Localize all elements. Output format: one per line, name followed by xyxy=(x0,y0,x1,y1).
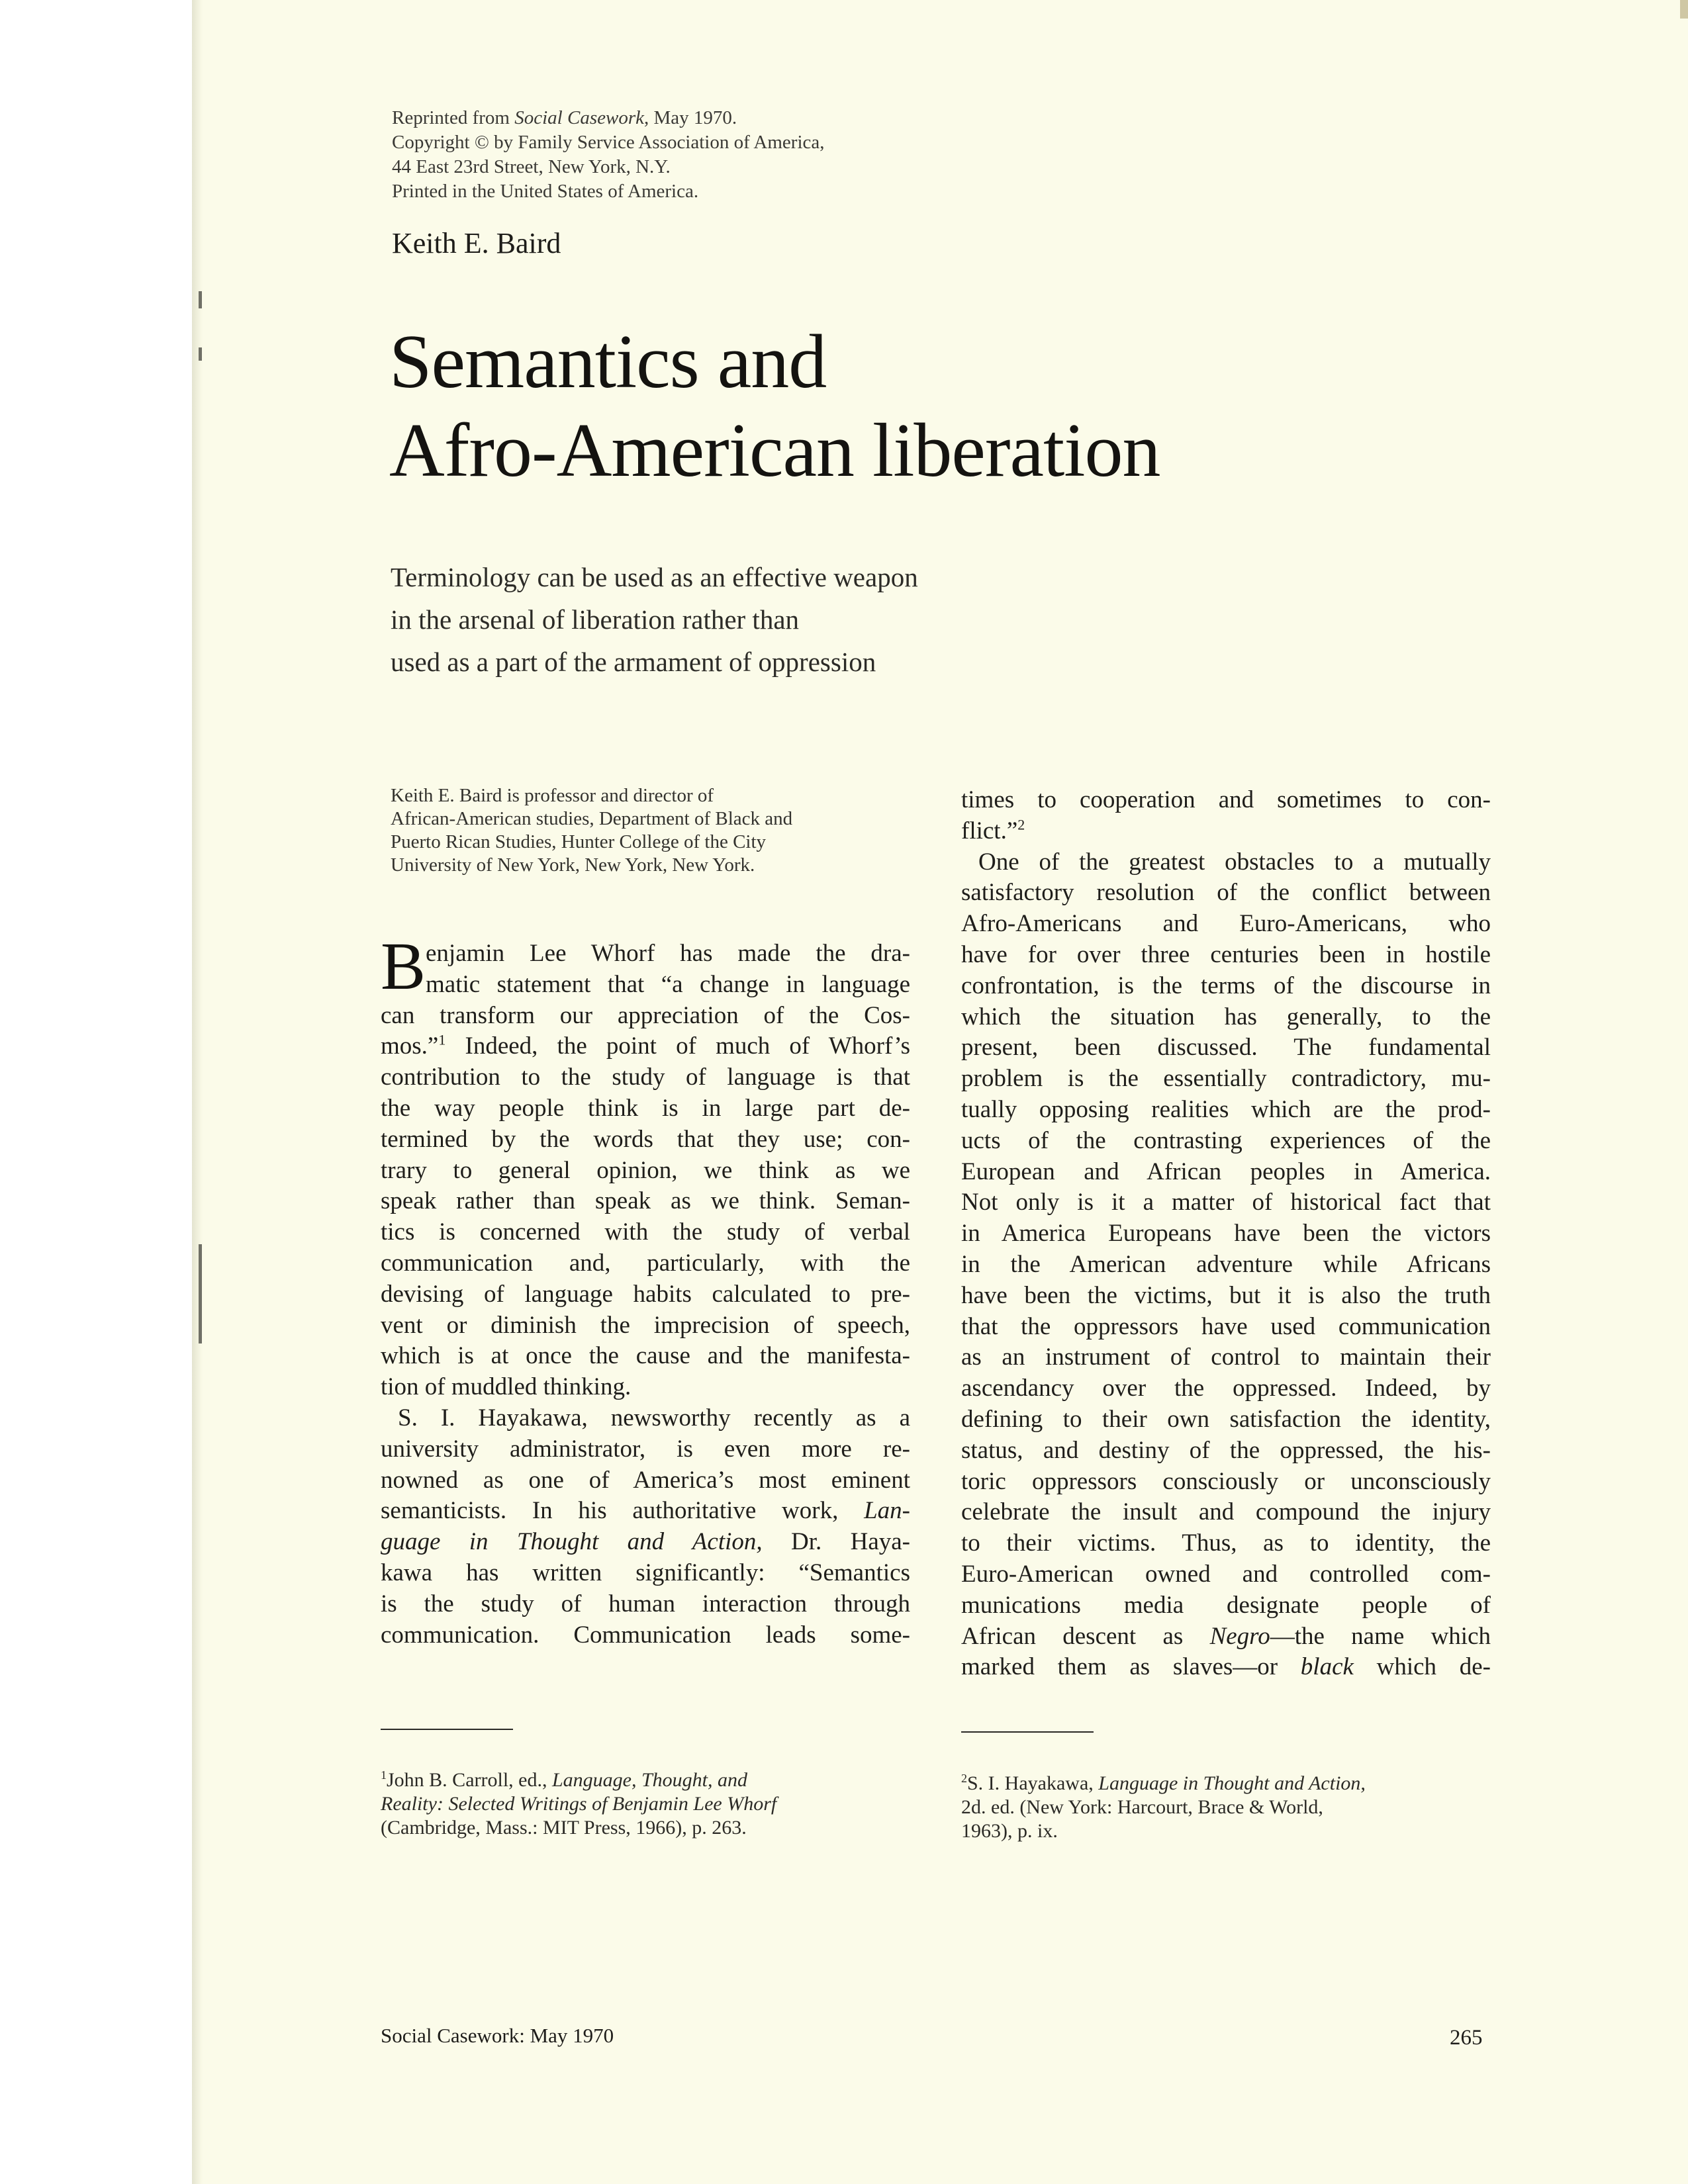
footnote-line: 2d. ed. (New York: Harcourt, Brace & World, xyxy=(961,1796,1323,1818)
scan-mark xyxy=(199,291,202,308)
text-line: the way people think is in large part de- xyxy=(381,1094,910,1122)
bio-line: Puerto Rican Studies, Hunter College of the City xyxy=(391,831,767,852)
author-bio xyxy=(391,784,907,877)
text-line: kawa has written significantly: “Semantics xyxy=(381,1559,910,1586)
scan-shadow-edge xyxy=(192,0,203,2184)
text-line: to their victims. Thus, as to identity, the xyxy=(961,1529,1491,1557)
text-line: vent or diminish the imprecision of speech, xyxy=(381,1311,910,1339)
title-line: Afro-American liberation xyxy=(389,408,1160,493)
deck-line: used as a part of the armament of oppression xyxy=(391,647,876,677)
text-line: tion of muddled thinking. xyxy=(381,1373,632,1401)
text-line: status, and destiny of the oppressed, the his- xyxy=(961,1436,1491,1464)
footnote-number: 1 xyxy=(381,1768,387,1782)
text-line: Euro-American owned and controlled com- xyxy=(961,1560,1491,1588)
reprint-notice xyxy=(392,106,825,204)
text-line: which is at once the cause and the manifesta- xyxy=(381,1342,910,1370)
scan-mark xyxy=(199,347,202,361)
text-line: satisfactory resolution of the conflict between xyxy=(961,879,1491,907)
text-line: celebrate the insult and compound the injury xyxy=(961,1498,1491,1526)
footnote-number: 2 xyxy=(961,1772,967,1785)
footnote-ref: 1 xyxy=(438,1032,446,1049)
text-line: problem is the essentially contradictory, mu- xyxy=(961,1065,1491,1093)
reprint-line: Printed in the United States of America. xyxy=(392,181,699,202)
text-line: which the situation has generally, to the xyxy=(961,1003,1491,1030)
text-line: communication. Communication leads some- xyxy=(381,1621,910,1649)
footnote-line: $^2$S. I. Hayakawa, Language in Thought and Action, xyxy=(961,1772,1366,1794)
reprint-line: Copyright © by Family Service Association of America, xyxy=(392,132,825,153)
text-line: defining to their own satisfaction the identity, xyxy=(961,1405,1491,1433)
text-line: times to cooperation and sometimes to con- xyxy=(961,786,1491,813)
text-line: confrontation, is the terms of the discourse in xyxy=(961,972,1491,999)
text-line: semanticists. In his authoritative work, Lan- xyxy=(381,1497,910,1525)
text-line: is the study of human interaction through xyxy=(381,1590,910,1617)
footnote-1 xyxy=(381,1768,776,1840)
text-line: communication and, particularly, with the xyxy=(381,1249,910,1277)
text-line: European and African peoples in America. xyxy=(961,1158,1491,1185)
text-line: ucts of the contrasting experiences of the xyxy=(961,1126,1491,1154)
bio-line: African-American studies, Department of Black and xyxy=(391,808,793,829)
text-line: mos.”$^1$ Indeed, the point of much of Whorf’s xyxy=(381,1032,910,1060)
footnote-line: $^1$John B. Carroll, ed., Language, Thought, and xyxy=(381,1768,748,1791)
text-line: speak rather than speak as we think. Seman- xyxy=(381,1187,910,1215)
title-line: Semantics and xyxy=(389,320,827,404)
text-line: have been the victims, but it is also the truth xyxy=(961,1281,1491,1309)
footnote-ref: 2 xyxy=(1017,816,1025,833)
footnote-rule xyxy=(381,1729,513,1730)
text-line: nowned as one of America’s most eminent xyxy=(381,1466,910,1494)
text-line: munications media designate people of xyxy=(961,1591,1491,1619)
article-title xyxy=(389,318,1160,495)
text-line: Not only is it a matter of historical fact that xyxy=(961,1189,1491,1216)
text-line: university administrator, is even more re- xyxy=(381,1435,910,1463)
text-line: tually opposing realities which are the prod- xyxy=(961,1095,1491,1123)
bio-line: University of New York, New York, New York. xyxy=(391,854,755,876)
text-line: toric oppressors consciously or unconsciously xyxy=(961,1467,1491,1495)
reprint-line: Reprinted from Social Casework, May 1970. xyxy=(392,107,737,128)
text-line: devising of language habits calculated to pre- xyxy=(381,1280,910,1308)
footnote-2 xyxy=(961,1772,1366,1843)
text-line: One of the greatest obstacles to a mutually xyxy=(978,848,1491,876)
running-footer: Social Casework: May 1970 xyxy=(381,2024,614,2047)
text-line: in the American adventure while Africans xyxy=(961,1250,1491,1278)
scan-corner-mark xyxy=(1680,0,1688,19)
deck-line: in the arsenal of liberation rather than xyxy=(391,604,800,635)
text-line: Afro-Americans and Euro-Americans, who xyxy=(961,910,1491,938)
text-line: termined by the words that they use; con- xyxy=(381,1125,910,1153)
page-number: 265 xyxy=(1450,2026,1483,2050)
reprint-line: 44 East 23rd Street, New York, N.Y. xyxy=(392,156,671,177)
footnote-line: 1963), p. ix. xyxy=(961,1820,1058,1842)
body-column-right xyxy=(961,785,1491,1683)
text-line: ascendancy over the oppressed. Indeed, by xyxy=(961,1375,1491,1402)
deck-line: Terminology can be used as an effective weapon xyxy=(391,562,918,592)
text-line: matic statement that “a change in language xyxy=(426,970,910,998)
author-name: Keith E. Baird xyxy=(392,227,561,259)
text-line: trary to general opinion, we think as we xyxy=(381,1156,910,1184)
text-line: S. I. Hayakawa, newsworthy recently as a xyxy=(398,1404,910,1432)
footnote-line: Reality: Selected Writings of Benjamin Lee Whorf xyxy=(381,1793,777,1815)
text-line: contribution to the study of language is that xyxy=(381,1064,910,1091)
text-line: marked them as slaves—or black which de- xyxy=(961,1653,1491,1681)
text-line: African descent as Negro—the name which xyxy=(961,1622,1491,1650)
text-line: in America Europeans have been the victors xyxy=(961,1220,1491,1248)
drop-cap: B xyxy=(381,929,426,1004)
article-deck xyxy=(391,556,918,683)
scan-mark xyxy=(199,1244,202,1343)
text-line: flict.”$^2$ xyxy=(961,816,1025,844)
text-line: guage in Thought and Action, Dr. Haya- xyxy=(381,1528,911,1556)
text-line: present, been discussed. The fundamental xyxy=(961,1034,1491,1062)
text-line: that the oppressors have used communication xyxy=(961,1312,1491,1340)
text-line: have for over three centuries been in hostile xyxy=(961,940,1491,968)
footnote-line: (Cambridge, Mass.: MIT Press, 1966), p. 263. xyxy=(381,1817,747,1839)
footnote-rule xyxy=(961,1731,1094,1733)
text-line: can transform our appreciation of the Cos- xyxy=(381,1001,910,1029)
bio-line: Keith E. Baird is professor and director of xyxy=(391,785,714,806)
text-line: as an instrument of control to maintain their xyxy=(961,1343,1491,1371)
text-line: enjamin Lee Whorf has made the dra- xyxy=(426,940,910,967)
text-line: tics is concerned with the study of verbal xyxy=(381,1218,910,1246)
body-column-left xyxy=(381,938,910,1651)
